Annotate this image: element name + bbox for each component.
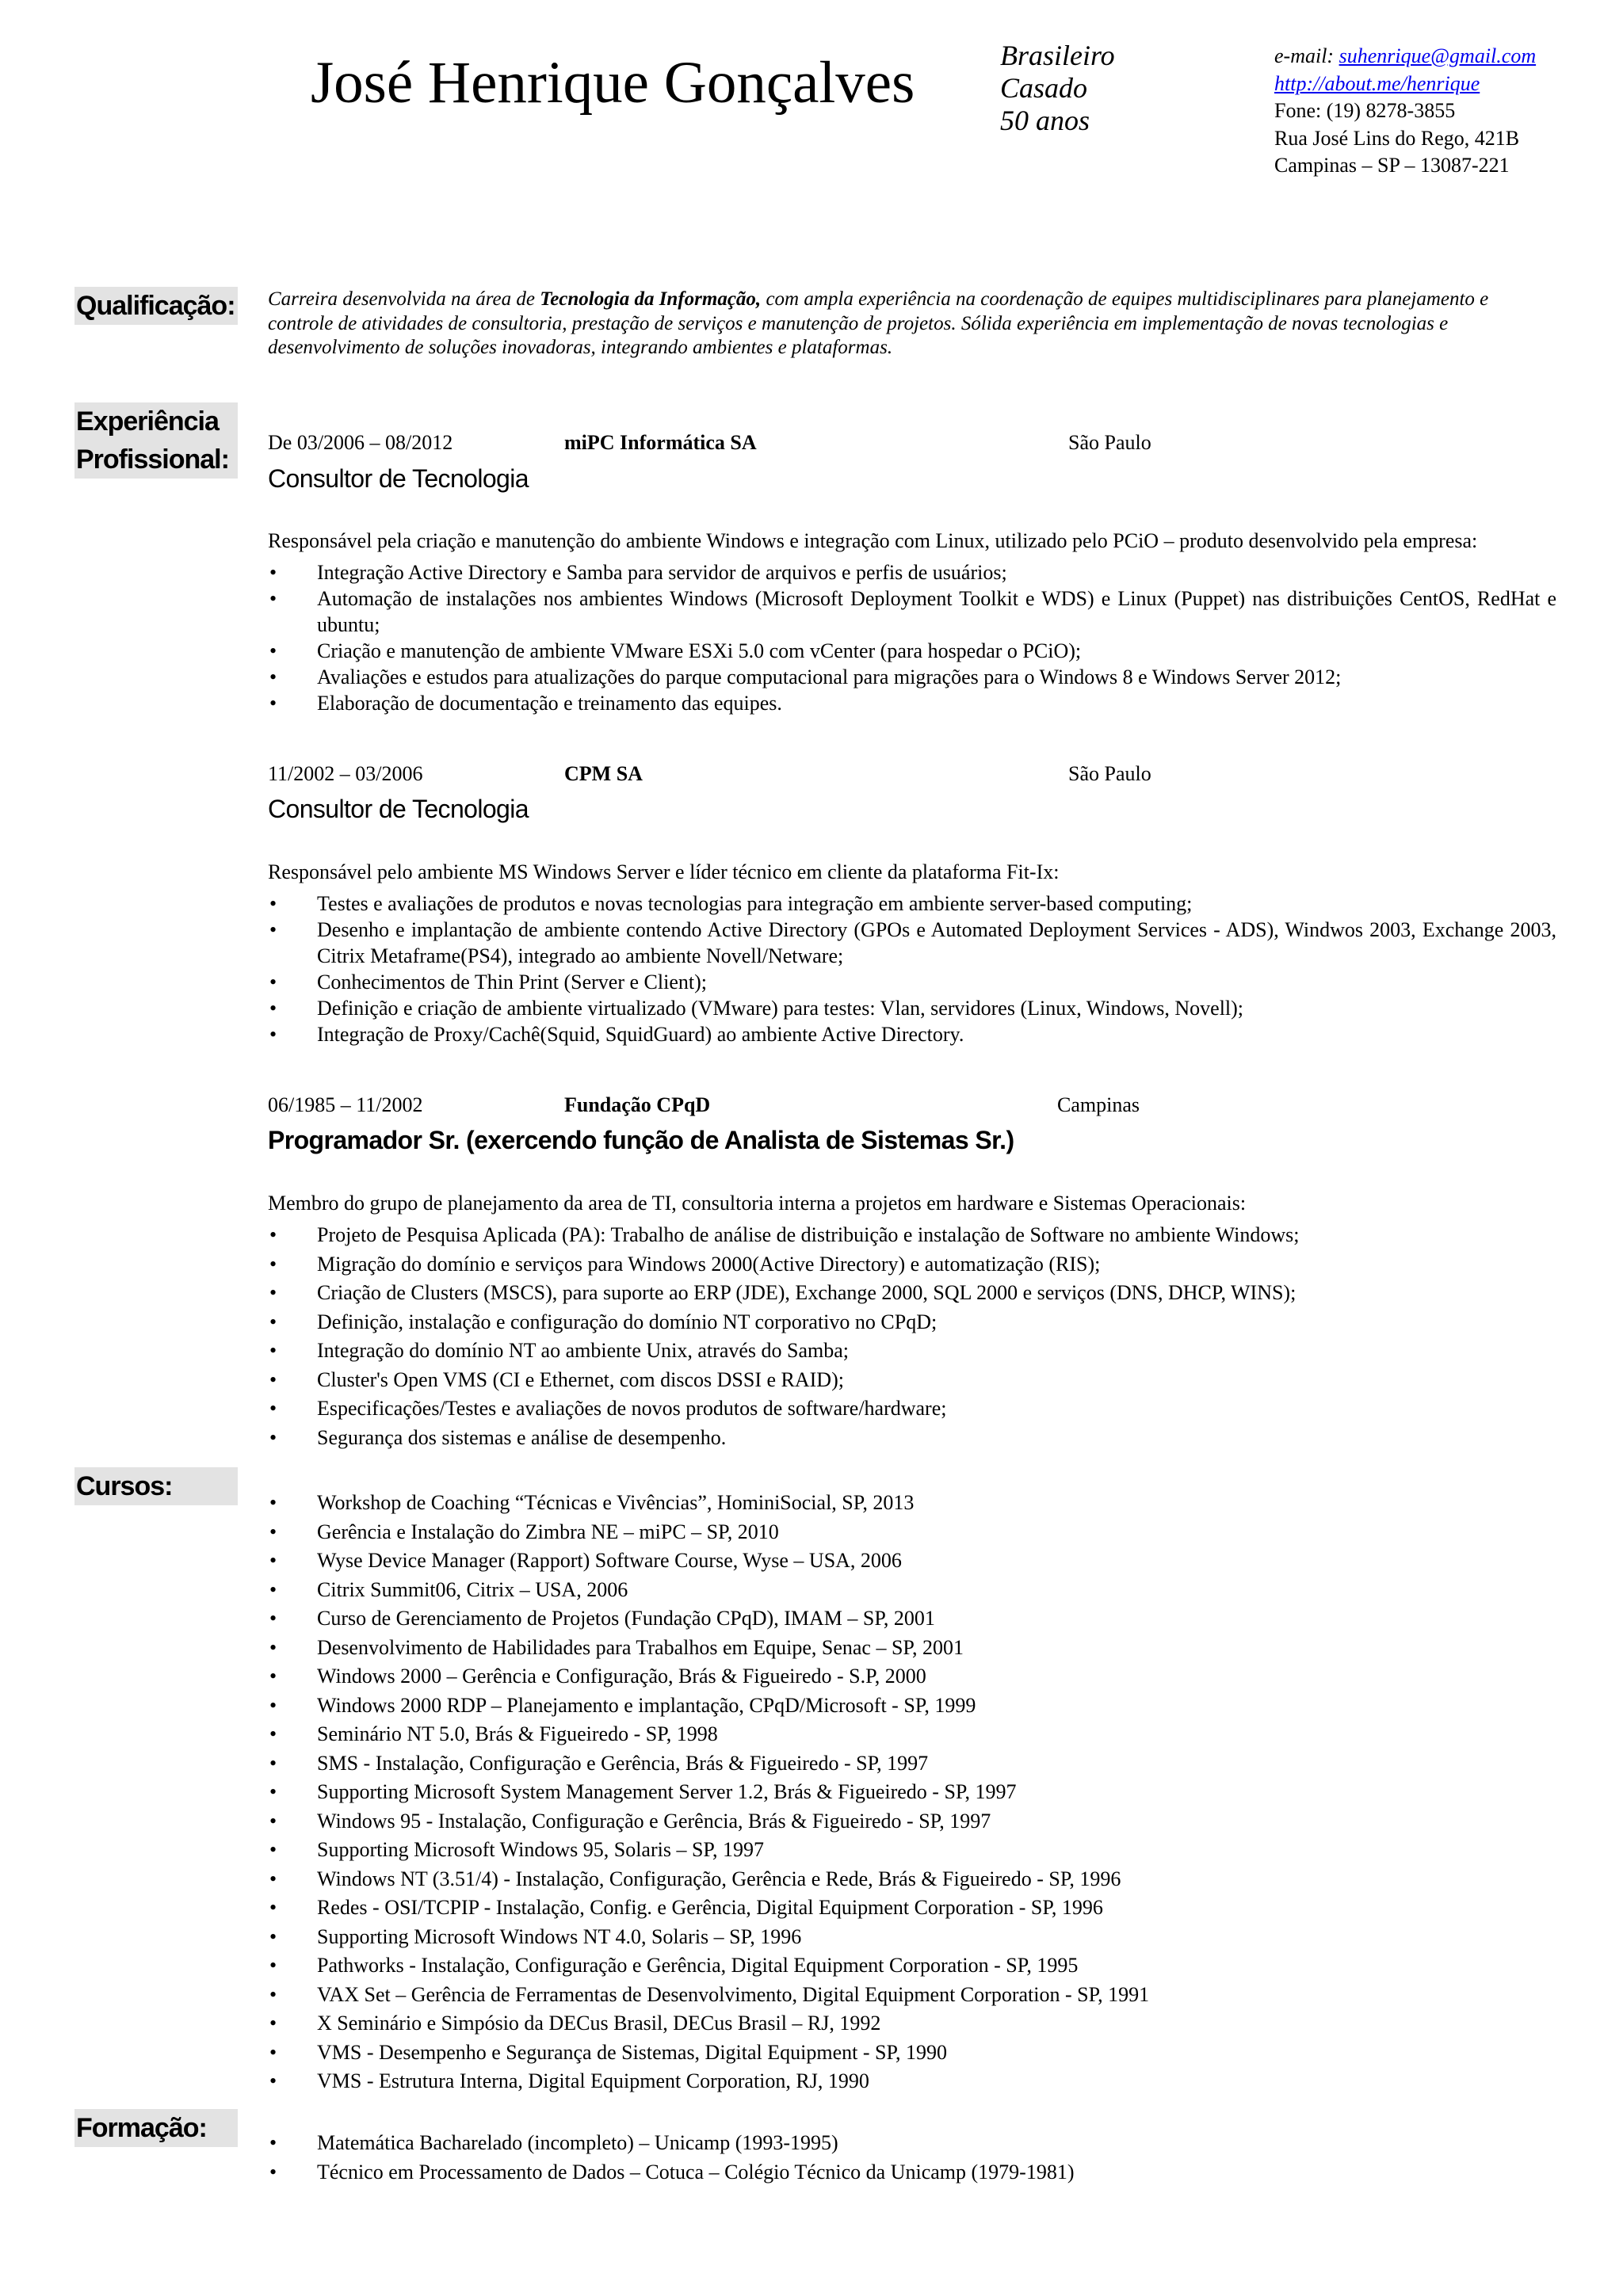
job-company: Fundação CPqD [564,1093,711,1116]
list-item: • Windows 2000 RDP – Planejamento e implantação, CPqD/Microsoft - SP, 1999 [268,1691,1556,1721]
list-item: • Desenvolvimento de Habilidades para Trabalhos em Equipe, Senac – SP, 2001 [268,1634,1556,1663]
list-item: • VMS - Desempenho e Segurança de Sistemas, Digital Equipment - SP, 1990 [268,2039,1556,2068]
job-intro: Membro do grupo de planejamento da area de TI, consultoria interna a projetos em hardware e Sistemas Operacionais: [268,1192,1247,1215]
qualificacao-text-end: com ampla experiência na coordenação de equipes multidisciplinares para planejamento e controle de atividades de consultoria, prestação de serviços e manutenção de projetos. Sólida experiência em implementação de novas tecnologias e desenvolvimento de soluções inovadoras, integrando ambientes e plataformas. [268,288,1489,358]
list-item: • Citrix Summit06, Citrix – USA, 2006 [268,1576,1556,1605]
list-item: • Elaboração de documentação e treinamento das equipes. [268,690,1556,716]
section-label-experiencia-line2: Profissional: [76,444,229,475]
job-title: Programador Sr. (exercendo função de Analista de Sistemas Sr.) [268,1126,1014,1154]
list-item: • Projeto de Pesquisa Aplicada (PA): Trabalho de análise de distribuição e instalação de Software no ambiente Windows; [268,1221,1556,1250]
list-item: • Definição, instalação e configuração do domínio NT corporativo no CPqD; [268,1308,1556,1337]
job-period: 06/1985 – 11/2002 [268,1093,423,1116]
list-item: • Criação de Clusters (MSCS), para suporte ao ERP (JDE), Exchange 2000, SQL 2000 e serviços (DNS, DHCP, WINS); [268,1279,1556,1308]
website-line [1274,71,1536,98]
list-item: • Desenho e implantação de ambiente contendo Active Directory (GPOs e Automated Deployment Services - ADS), Windwos 2003, Exchange 2003, Citrix Metaframe(PS4), integrado ao ambiente Novell/Netware; [268,917,1556,969]
phone: Fone: (19) 8278-3855 [1274,99,1456,122]
list-item: • Seminário NT 5.0, Brás & Figueiredo - SP, 1998 [268,1720,1556,1749]
job-header [268,1093,1552,1120]
address: Rua José Lins do Rego, 421B [1274,126,1520,150]
qualificacao-text-highlight: Tecnologia da Informação, [540,288,762,310]
list-item: • Testes e avaliações de produtos e novas tecnologias para integração em ambiente server-based computing; [268,891,1556,917]
list-item: • Técnico em Processamento de Dados – Cotuca – Colégio Técnico da Unicamp (1979-1981) [268,2158,1556,2187]
job-responsibilities [268,891,1556,1047]
list-item: • Definição e criação de ambiente virtualizado (VMware) para testes: Vlan, servidores (Linux, Windows, Novell); [268,995,1556,1021]
list-item: • Avaliações e estudos para atualizações do parque computacional para migrações para o Windows 8 e Windows Server 2012; [268,664,1556,690]
list-item: • Pathworks - Instalação, Configuração e Gerência, Digital Equipment Corporation - SP, 1995 [268,1951,1556,1981]
list-item: • Redes - OSI/TCPIP - Instalação, Config. e Gerência, Digital Equipment Corporation - SP, 1996 [268,1894,1556,1923]
section-label-experiencia-line1: Experiência [76,406,219,437]
education-list [268,2129,1556,2187]
qualificacao-text-start: Carreira desenvolvida na área de [268,288,540,310]
personal-info [1000,40,1115,137]
list-item: • Segurança dos sistemas e análise de desempenho. [268,1424,1556,1453]
contact-block [1274,43,1536,180]
list-item: • Gerência e Instalação do Zimbra NE – miPC – SP, 2010 [268,1518,1556,1547]
city: Campinas – SP – 13087-221 [1274,154,1510,177]
list-item: • SMS - Instalação, Configuração e Gerência, Brás & Figueiredo - SP, 1997 [268,1749,1556,1779]
job-intro: Responsável pelo ambiente MS Windows Server e líder técnico em cliente da plataforma Fit-Ix: [268,860,1060,883]
candidate-name: José Henrique Gonçalves [311,50,915,116]
list-item: • Migração do domínio e serviços para Windows 2000(Active Directory) e automatização (RIS); [268,1250,1556,1280]
job-period: 11/2002 – 03/2006 [268,762,423,785]
list-item: • Integração de Proxy/Cachê(Squid, SquidGuard) ao ambiente Active Directory. [268,1021,1556,1047]
list-item: • Supporting Microsoft Windows NT 4.0, Solaris – SP, 1996 [268,1923,1556,1952]
email-link[interactable]: suhenrique@gmail.com [1338,44,1537,67]
job-company: miPC Informática SA [564,431,757,454]
job-location: Campinas [1057,1093,1140,1116]
list-item: • Windows NT (3.51/4) - Instalação, Configuração, Gerência e Rede, Brás & Figueiredo - SP, 1996 [268,1865,1556,1894]
job-company: CPM SA [564,762,643,785]
job-responsibilities [268,1221,1556,1452]
list-item: • Integração do domínio NT ao ambiente Unix, através do Samba; [268,1337,1556,1366]
age: 50 anos [1000,105,1090,136]
courses-list [268,1489,1556,2096]
list-item: • VAX Set – Gerência de Ferramentas de Desenvolvimento, Digital Equipment Corporation - SP, 1991 [268,1981,1556,2010]
marital-status: Casado [1000,72,1088,104]
section-label-formacao: Formação: [74,2109,238,2147]
job-period: De 03/2006 – 08/2012 [268,431,453,454]
list-item: • Cluster's Open VMS (CI e Ethernet, com discos DSSI e RAID); [268,1366,1556,1395]
list-item: • X Seminário e Simpósio da DECus Brasil, DECus Brasil – RJ, 1992 [268,2009,1556,2039]
email-line [1274,43,1536,71]
list-item: • VMS - Estrutura Interna, Digital Equipment Corporation, RJ, 1990 [268,2067,1556,2096]
nationality: Brasileiro [1000,40,1115,71]
section-label-qualificacao: Qualificação: [74,287,238,325]
list-item: • Windows 2000 – Gerência e Configuração, Brás & Figueiredo - S.P, 2000 [268,1662,1556,1691]
email-label: e-mail: [1274,44,1335,67]
job-title: Consultor de Tecnologia [268,464,529,493]
qualificacao-text [268,288,1555,360]
section-label-cursos: Cursos: [74,1467,238,1505]
job-intro: Responsável pela criação e manutenção do ambiente Windows e integração com Linux, utilizado pelo PCiO – produto desenvolvido pela empresa: [268,529,1478,552]
list-item: • Curso de Gerenciamento de Projetos (Fundação CPqD), IMAM – SP, 2001 [268,1604,1556,1634]
job-location: São Paulo [1068,431,1151,454]
list-item: • Supporting Microsoft Windows 95, Solaris – SP, 1997 [268,1836,1556,1865]
job-location: São Paulo [1068,762,1151,785]
list-item: • Integração Active Directory e Samba para servidor de arquivos e perfis de usuários; [268,559,1556,585]
list-item: • Supporting Microsoft System Management Server 1.2, Brás & Figueiredo - SP, 1997 [268,1778,1556,1807]
section-label-experiencia [74,402,238,479]
list-item: • Workshop de Coaching “Técnicas e Vivências”, HominiSocial, SP, 2013 [268,1489,1556,1518]
job-title: Consultor de Tecnologia [268,795,529,823]
list-item: • Windows 95 - Instalação, Configuração e Gerência, Brás & Figueiredo - SP, 1997 [268,1807,1556,1836]
job-header [268,431,1552,458]
list-item: • Wyse Device Manager (Rapport) Software Course, Wyse – USA, 2006 [268,1547,1556,1576]
job-responsibilities [268,559,1556,716]
list-item: • Especificações/Testes e avaliações de novos produtos de software/hardware; [268,1394,1556,1424]
website-link[interactable]: http://about.me/henrique [1274,71,1480,95]
list-item: • Matemática Bacharelado (incompleto) – Unicamp (1993-1995) [268,2129,1556,2158]
list-item: • Criação e manutenção de ambiente VMware ESXi 5.0 com vCenter (para hospedar o PCiO); [268,638,1556,664]
list-item: • Conhecimentos de Thin Print (Server e Client); [268,969,1556,995]
list-item: • Automação de instalações nos ambientes Windows (Microsoft Deployment Toolkit e WDS) e Linux (Puppet) nas distribuições CentOS, RedHat e ubuntu; [268,585,1556,638]
job-header [268,762,1552,789]
